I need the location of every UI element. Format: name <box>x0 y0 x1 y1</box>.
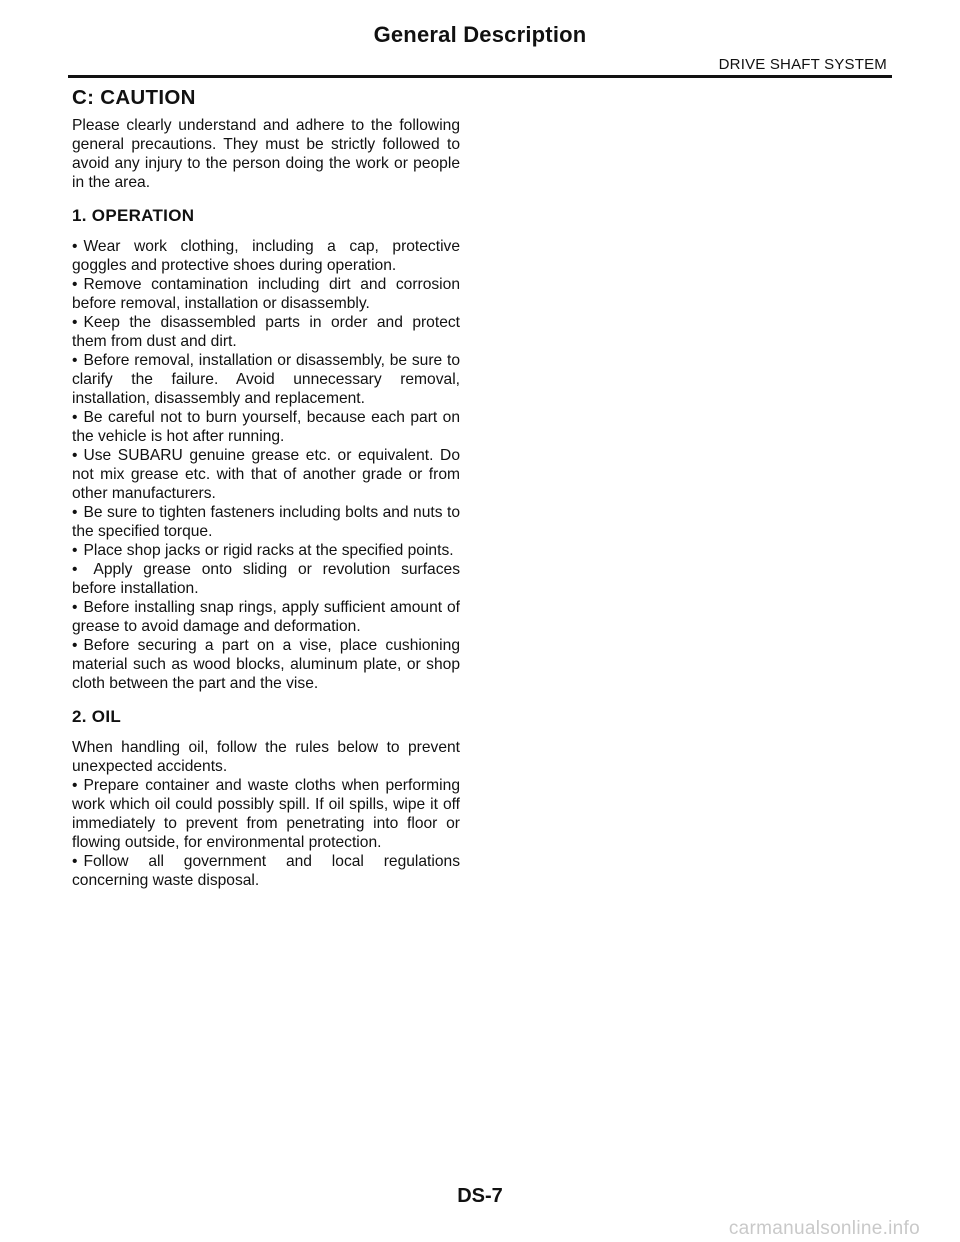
list-item-text: Before removal, installation or disassembly, be sure to clarify the failure. Avoid unnecessary removal, installation, disassembly and replacement. <box>72 352 460 407</box>
list-item <box>72 598 460 636</box>
list-item-text: Before installing snap rings, apply sufficient amount of grease to avoid damage and deformation. <box>72 599 460 635</box>
section-label: DRIVE SHAFT SYSTEM <box>718 56 887 73</box>
bullet-icon: • <box>72 637 78 654</box>
bullet-icon: • <box>72 276 78 293</box>
caution-heading: C: CAUTION <box>72 86 196 109</box>
operation-list <box>72 237 460 693</box>
list-item-text: Wear work clothing, including a cap, protective goggles and protective shoes during operation. <box>72 238 460 274</box>
bullet-icon: • <box>72 853 78 870</box>
list-item <box>72 776 460 852</box>
list-item <box>72 446 460 503</box>
list-item <box>72 503 460 541</box>
list-item-text: Place shop jacks or rigid racks at the specified points. <box>83 542 454 559</box>
list-item-text: Prepare container and waste cloths when performing work which oil could possibly spill. If oil spills, wipe it off immediately to prevent from penetrating into floor or flowing outside, for environmental protection. <box>72 777 460 851</box>
watermark: carmanualsonline.info <box>728 1218 920 1239</box>
page-number: DS-7 <box>457 1185 503 1207</box>
list-item <box>72 852 460 890</box>
list-item-text: Apply grease onto sliding or revolution surfaces before installation. <box>72 561 460 597</box>
operation-heading: 1. OPERATION <box>72 206 195 225</box>
list-item <box>72 351 460 408</box>
list-item-text: Before securing a part on a vise, place cushioning material such as wood blocks, aluminum plate, or shop cloth between the part and the vise. <box>72 637 460 692</box>
list-item-text: Follow all government and local regulations concerning waste disposal. <box>72 853 460 889</box>
bullet-icon: • <box>72 599 78 616</box>
bullet-icon: • <box>72 561 78 578</box>
bullet-icon: • <box>72 409 78 426</box>
caution-intro: Please clearly understand and adhere to the following general precautions. They must be strictly followed to avoid any injury to the person doing the work or people in the area. <box>72 117 460 191</box>
list-item <box>72 541 460 560</box>
bullet-icon: • <box>72 504 78 521</box>
list-item <box>72 275 460 313</box>
bullet-icon: • <box>72 352 78 369</box>
oil-intro: When handling oil, follow the rules below to prevent unexpected accidents. <box>72 739 460 775</box>
list-item-text: Remove contamination including dirt and corrosion before removal, installation or disassembly. <box>72 276 460 312</box>
bullet-icon: • <box>72 447 78 464</box>
list-item-text: Be sure to tighten fasteners including bolts and nuts to the specified torque. <box>72 504 460 540</box>
oil-list <box>72 776 460 890</box>
list-item-text: Use SUBARU genuine grease etc. or equivalent. Do not mix grease etc. with that of another grade or from other manufacturers. <box>72 447 460 502</box>
bullet-icon: • <box>72 777 78 794</box>
content-column <box>72 86 460 890</box>
list-item <box>72 237 460 275</box>
bullet-icon: • <box>72 542 78 559</box>
page-title: General Description <box>373 22 587 47</box>
list-item <box>72 560 460 598</box>
oil-heading: 2. OIL <box>72 707 122 726</box>
list-item <box>72 313 460 351</box>
header-divider <box>68 75 892 78</box>
list-item-text: Be careful not to burn yourself, because each part on the vehicle is hot after running. <box>72 409 460 445</box>
bullet-icon: • <box>72 238 78 255</box>
bullet-icon: • <box>72 314 78 331</box>
list-item-text: Keep the disassembled parts in order and protect them from dust and dirt. <box>72 314 460 350</box>
list-item <box>72 408 460 446</box>
list-item <box>72 636 460 693</box>
